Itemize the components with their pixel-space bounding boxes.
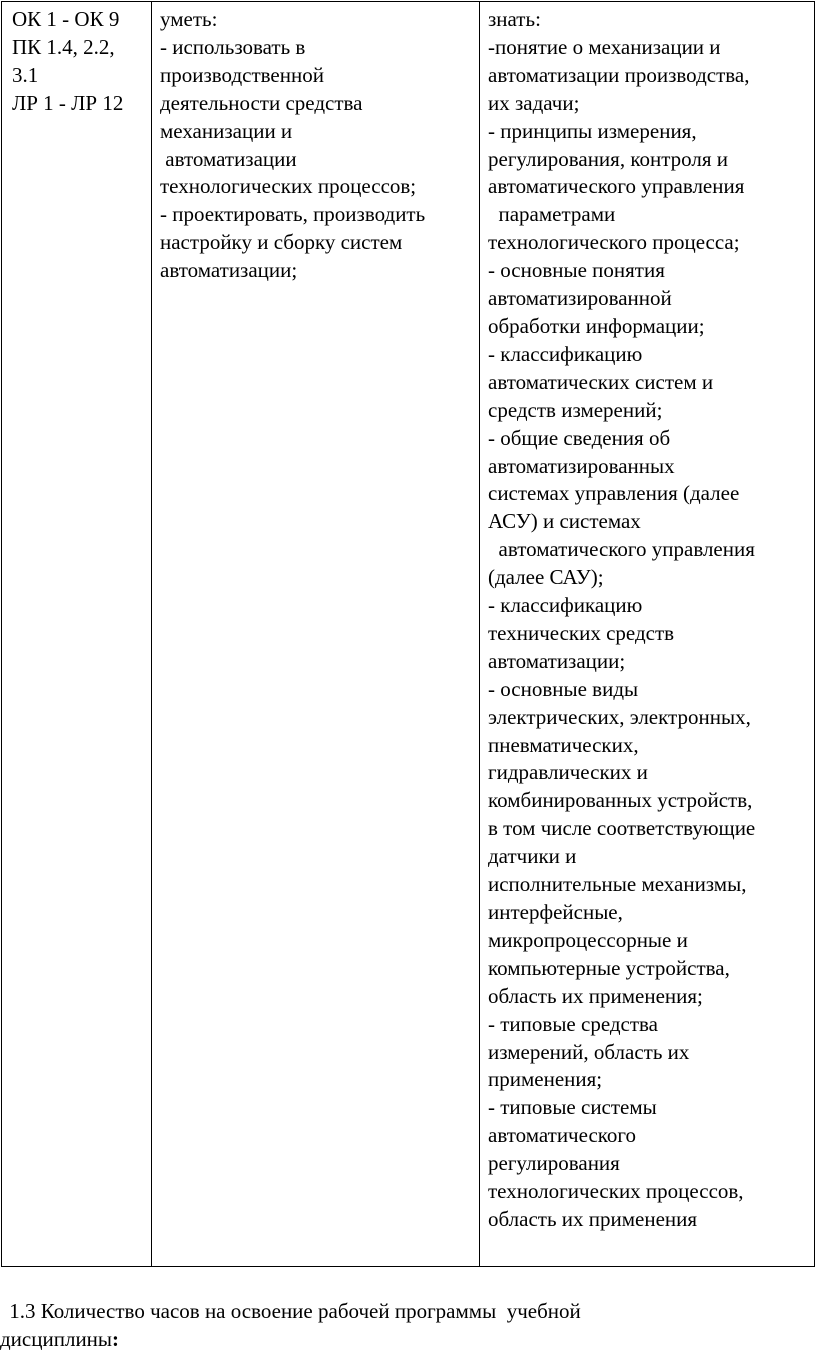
skills-list [152,2,479,285]
knowledge-line: - типовые системы [488,1095,657,1120]
knowledge-line: применения; [488,1067,603,1092]
knowledge-line: автоматизации; [488,648,626,673]
skill-line: настройку и сборку систем [160,230,403,255]
knowledge-line: системах управления (далее [488,481,740,506]
section-heading-colon: : [112,1327,120,1351]
knowledge-line: автоматического управления [488,537,755,562]
skill-line: деятельности средства [160,90,363,115]
knowledge-line: технологических процессов, [488,1179,744,1204]
knowledge-line: обработки информации; [488,313,705,338]
knowledge-line: - основные понятия [488,258,665,283]
knowledge-line: технологического процесса; [488,230,740,255]
skill-line: - проектировать, производить [160,202,426,227]
knowledge-line: знать: [488,7,541,31]
codes-cell [2,2,152,1267]
skill-line: производственной [160,62,324,87]
knowledge-line: их задачи; [488,90,580,115]
knowledge-line: регулирования [488,1151,620,1176]
knowledge-line: автоматизации производства, [488,62,750,87]
skill-line: - использовать в [160,34,306,59]
knowledge-line: датчики и [488,844,577,869]
code-line: ПК 1.4, 2.2, [12,34,115,59]
knowledge-line: -понятие о механизации и [488,34,721,59]
knowledge-line: микропроцессорные и [488,927,688,952]
knowledge-cell [480,2,815,1267]
section-heading [0,1297,804,1353]
knowledge-line: регулирования, контроля и [488,146,728,171]
knowledge-line: автоматизированной [488,286,672,311]
knowledge-line: автоматизированных [488,453,675,478]
knowledge-line: гидравлических и [488,760,648,785]
knowledge-line: интерфейсные, [488,900,623,924]
skill-line: уметь: [160,7,218,31]
knowledge-line: параметрами [488,202,616,227]
skill-line: механизации и [160,118,293,143]
knowledge-line: средств измерений; [488,397,663,422]
knowledge-line: - общие сведения об [488,425,671,450]
code-line: ОК 1 - ОК 9 [12,7,120,31]
code-line: ЛР 1 - ЛР 12 [12,90,124,115]
codes-list [2,2,151,118]
knowledge-line: автоматических систем и [488,369,714,394]
competency-table [1,1,815,1267]
knowledge-line: автоматического [488,1123,637,1148]
knowledge-line: - классификацию [488,341,643,366]
skills-cell [152,2,480,1267]
knowledge-line: исполнительные механизмы, [488,872,747,897]
section-heading-line-2 [0,1325,804,1353]
knowledge-line: (далее САУ); [488,565,604,590]
skill-line: технологических процессов; [160,174,417,199]
skill-line: автоматизации [160,146,297,171]
knowledge-line: - принципы измерения, [488,118,697,143]
knowledge-line: АСУ) и системах [488,509,641,534]
knowledge-list [480,2,814,1234]
knowledge-line: комбинированных устройств, [488,788,753,813]
knowledge-line: область их применения; [488,983,703,1008]
knowledge-line: пневматических, [488,732,639,757]
knowledge-line: компьютерные устройства, [488,955,730,980]
table-row [2,2,815,1267]
knowledge-line: электрических, электронных, [488,704,751,729]
knowledge-line: область их применения [488,1206,698,1231]
knowledge-line: - типовые средства [488,1011,658,1036]
section-heading-text: дисциплины [0,1327,113,1351]
knowledge-line: технических средств [488,620,675,645]
knowledge-line: - классификацию [488,593,643,618]
knowledge-line: автоматического управления [488,174,745,199]
code-line: 3.1 [12,62,39,87]
section-heading-line-1: 1.3 Количество часов на освоение рабочей программы учебной [4,1299,581,1323]
knowledge-line: в том числе соответствующие [488,816,756,841]
knowledge-line: - основные виды [488,676,639,701]
knowledge-line: измерений, область их [488,1039,690,1064]
skill-line: автоматизации; [160,258,298,283]
